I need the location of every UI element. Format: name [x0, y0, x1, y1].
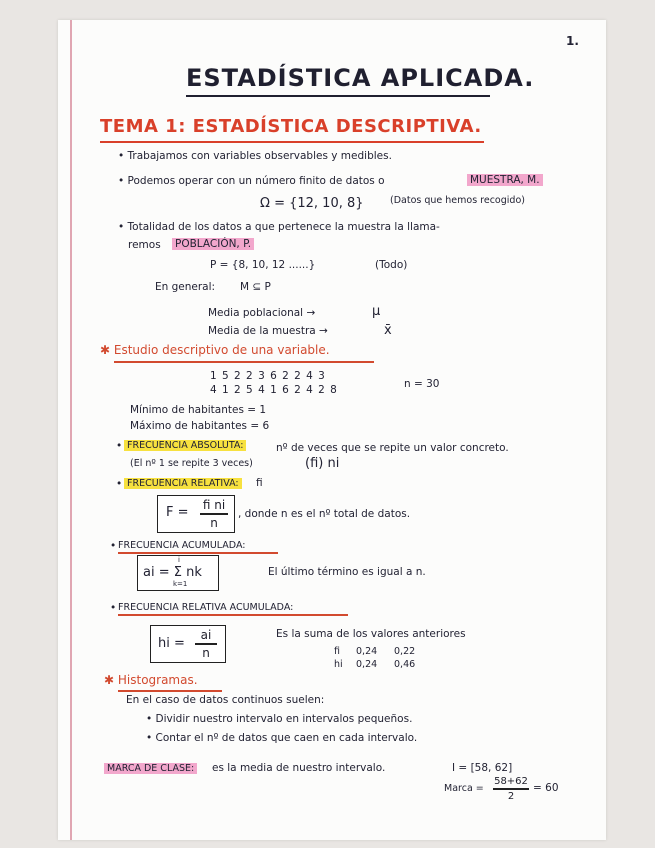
poblacion-highlight: POBLACIÓN, P. — [172, 238, 254, 250]
rel-bullet: • — [116, 478, 123, 490]
title-underline — [186, 95, 490, 97]
histogramas-heading-text: Histogramas. — [117, 673, 198, 687]
main-title: ESTADÍSTICA APLICADA. — [186, 64, 535, 92]
frecuencia-relativa-text: , donde n es el nº total de datos. — [238, 508, 411, 520]
table-fi-v1: 0,24 — [356, 646, 378, 657]
frecuencia-relativa-lhs: F = — [166, 505, 189, 520]
margin-line — [70, 20, 72, 840]
bullet-muestra: • Podemos operar con un número finito de datos o — [118, 175, 385, 187]
general-label: En general: — [155, 281, 216, 293]
acum-bullet: • — [110, 540, 117, 552]
media-muestra: Media de la muestra → — [208, 325, 328, 337]
relacum-underline — [118, 614, 348, 616]
frecuencia-absoluta-label: FRECUENCIA ABSOLUTA: — [124, 440, 246, 451]
frecuencia-relativa-acumulada-lhs: hi = — [158, 636, 185, 651]
mu-symbol: μ — [372, 304, 381, 319]
frecuencia-absoluta-symbol: (fi) ni — [305, 456, 340, 471]
bullet-poblacion-line1: • Totalidad de los datos a que pertenece la muestra la llama- — [118, 221, 440, 233]
p-set: P = {8, 10, 12 ......} — [210, 259, 316, 271]
marca-lhs: Marca = — [444, 783, 484, 794]
estudio-heading-text: Estudio descriptivo de una variable. — [113, 343, 330, 357]
frecuencia-acumulada-label: FRECUENCIA ACUMULADA: — [118, 540, 246, 551]
marca-de-clase-text: es la media de nuestro intervalo. — [212, 762, 386, 774]
table-fi-label: fi — [334, 646, 340, 657]
relacum-denominator: n — [202, 645, 210, 660]
fraction-bar — [200, 513, 228, 515]
frecuencia-acumulada-formula: ai = Σ nk — [143, 565, 202, 580]
marca-fraction — [493, 776, 529, 802]
relacum-fraction — [195, 628, 217, 660]
abs-bullet: • — [116, 440, 123, 452]
frecuencia-relativa-fraction — [200, 498, 228, 530]
frecuencia-absoluta-example: (El nº 1 se repite 3 veces) — [130, 458, 253, 469]
marca-result: = 60 — [533, 782, 559, 794]
marca-de-clase-label: MARCA DE CLASE: — [104, 763, 197, 774]
bullet-variables: • Trabajamos con variables observables y medibles. — [118, 150, 392, 162]
frecuencia-relativa-acumulada-label: FRECUENCIA RELATIVA ACUMULADA: — [118, 602, 294, 613]
page-number: 1. — [566, 34, 579, 48]
table-hi-label: hi — [334, 659, 343, 670]
relacum-numerator: ai — [200, 628, 212, 642]
frecuencia-relativa-numerator: fi ni — [202, 498, 226, 512]
histogramas-line1: En el caso de datos continuos suelen: — [126, 694, 325, 706]
tema-underline — [100, 141, 484, 143]
omega-set: Ω = {12, 10, 8} — [260, 196, 364, 211]
sum-lower-limit: k=1 — [173, 580, 188, 588]
estudio-heading: ✱ Estudio descriptivo de una variable. — [100, 343, 330, 357]
fraction-bar — [493, 788, 529, 790]
frecuencia-acumulada-text: El último término es igual a n. — [268, 566, 426, 578]
frecuencia-absoluta-text: nº de veces que se repite un valor concreto. — [276, 442, 509, 454]
data-row-2: 4 1 2 5 4 1 6 2 4 2 8 — [210, 384, 338, 396]
sum-upper-limit: i — [178, 556, 180, 564]
table-fi-v2: 0,22 — [394, 646, 416, 657]
relacum-bullet: • — [110, 602, 117, 614]
n-total: n = 30 — [404, 378, 440, 390]
frecuencia-relativa-label: FRECUENCIA RELATIVA: — [124, 478, 242, 489]
table-hi-v2: 0,46 — [394, 659, 416, 670]
histogramas-item2: • Contar el nº de datos que caen en cada intervalo. — [146, 732, 418, 744]
frecuencia-relativa-acumulada-text: Es la suma de los valores anteriores — [276, 628, 466, 640]
bullet-poblacion-line2: remos — [128, 239, 161, 251]
tema-heading: TEMA 1: ESTADÍSTICA DESCRIPTIVA. — [100, 116, 482, 137]
interval: I = [58, 62] — [452, 762, 513, 774]
fraction-bar — [195, 643, 217, 645]
acum-underline — [118, 552, 278, 554]
media-poblacional: Media poblacional → — [208, 307, 316, 319]
p-note: (Todo) — [375, 259, 408, 271]
muestra-highlight: MUESTRA, M. — [467, 174, 543, 186]
data-row-1: 1 5 2 2 3 6 2 2 4 3 — [210, 370, 326, 382]
frecuencia-relativa-denominator: n — [210, 515, 218, 530]
marca-denominator: 2 — [507, 790, 515, 802]
omega-note: (Datos que hemos recogido) — [390, 195, 525, 206]
histogramas-underline — [118, 690, 222, 692]
general-expr: M ⊆ P — [240, 281, 271, 293]
histogramas-item1: • Dividir nuestro intervalo en intervalos pequeños. — [146, 713, 413, 725]
estudio-underline — [114, 361, 374, 363]
histogramas-heading: ✱ Histogramas. — [104, 673, 198, 687]
table-hi-v1: 0,24 — [356, 659, 378, 670]
xbar-symbol: x̄ — [384, 323, 392, 338]
minimo-habitantes: Mínimo de habitantes = 1 — [130, 404, 267, 416]
marca-numerator: 58+62 — [494, 776, 528, 787]
maximo-habitantes: Máximo de habitantes = 6 — [130, 420, 270, 432]
frecuencia-relativa-symbol: fi — [256, 477, 263, 489]
